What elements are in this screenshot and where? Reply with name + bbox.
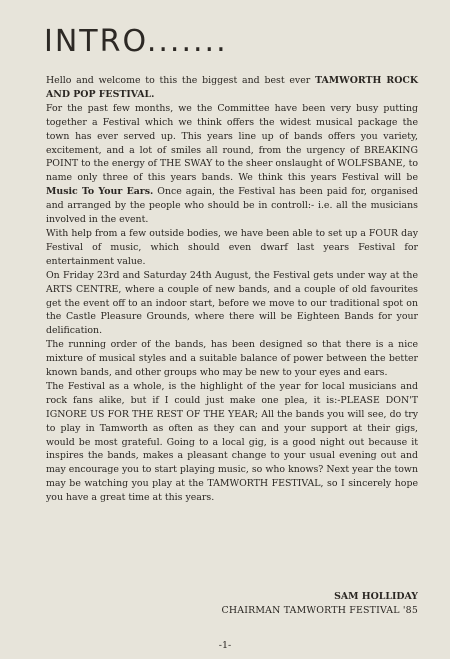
- signature-name: SAM HOLLIDAY: [334, 591, 418, 602]
- paragraph-plea: [46, 380, 418, 505]
- paragraph-text: With help from a few outside bodies, we have been able to set up a FOUR day Festival of music, which should even dwarf last years Festival for entertainment value.: [46, 227, 418, 267]
- paragraph-four-day: [46, 227, 418, 269]
- intro-body: [46, 74, 418, 505]
- paragraph-text: The Festival as a whole, is the highlight of the year for local musicians and rock fans alike, but if I could just make one plea, it is:-PLEASE DON'T IGNORE US FOR THE REST OF THE YEAR; All the bands you will see, do try to play in Tamworth as often as they can and your support at their gigs, would be most grateful. Going to a local gig, is a good night out because it inspires the bands, makes a pleasant change to your usual evening out and may encourage you to start playing music, so who knows? Next year the town may be watching you play at the TAMWORTH FESTIVAL, so I sincerely hope you have a great time at this years.: [46, 380, 418, 504]
- paragraph-text: On Friday 23rd and Saturday 24th August, the Festival gets under way at the ARTS CENTRE, where a couple of new bands, and a couple of old favourites get the event off to an indoor start, before we move to our traditional spot on the Castle Pleasure Grounds, where there will be Eighteen Bands for your delification.: [46, 269, 418, 337]
- festival-name: TAMWORTH ROCK AND POP FESTIVAL.: [46, 75, 418, 100]
- page-number: -1-: [218, 640, 232, 651]
- paragraph-text: Once again, the Festival has been paid for, organised and arranged by the people who should be in controll:- i.e. all the musicians involved in the event.: [46, 186, 418, 226]
- page-heading: INTRO.......: [44, 24, 228, 59]
- paragraph-committee: [46, 102, 418, 227]
- slogan: Music To Your Ears.: [46, 186, 154, 198]
- paragraph-text: For the past few months, we the Committee have been very busy putting together a Festival which we think offers the widest musical package the town has ever served up. This years line up of bands offers you variety, excitement, and a lot of smiles all round, from the urgency of BREAKING POINT to the energy of THE SWAY to the sheer onslaught of WOLFSBANE, to name only three of this years bands. We think this years Festival will be: [46, 102, 418, 184]
- paragraph-text: The running order of the bands, has been designed so that there is a nice mixture of musical styles and a suitable balance of power between the better known bands, and other groups who may be new to your eyes and ears.: [46, 339, 418, 379]
- signature-block: [190, 590, 418, 618]
- paragraph-text: Hello and welcome to this the biggest and best ever: [46, 75, 316, 86]
- paragraph-dates: [46, 269, 418, 339]
- signature-title: CHAIRMAN TAMWORTH FESTIVAL '85: [221, 604, 418, 616]
- paragraph-running-order: [46, 338, 418, 380]
- paragraph-welcome: [46, 74, 418, 102]
